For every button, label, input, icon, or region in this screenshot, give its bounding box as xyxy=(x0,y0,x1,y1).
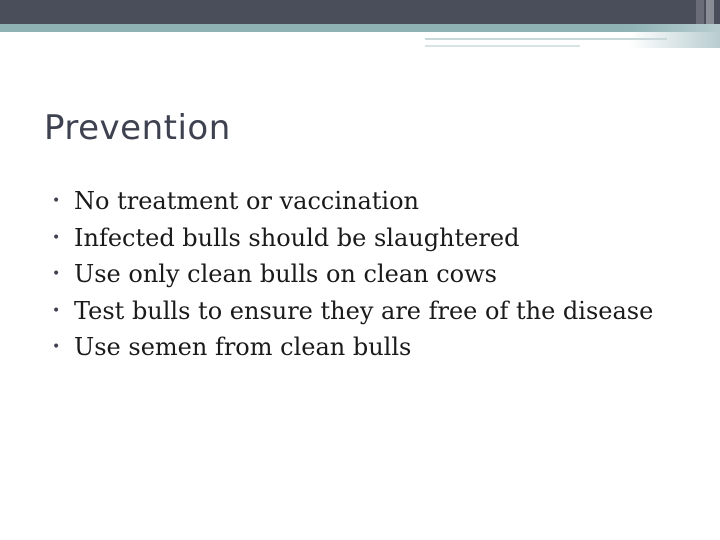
header-band-stripe xyxy=(696,0,704,24)
list-item xyxy=(52,256,702,293)
bullet-icon: • xyxy=(52,339,61,355)
bullet-text: No treatment or vaccination xyxy=(74,187,420,215)
accent-fade xyxy=(630,24,720,48)
header-band xyxy=(0,0,720,24)
accent-thin-bar xyxy=(425,38,667,40)
bullet-text: Test bulls to ensure they are free of the disease xyxy=(74,296,654,325)
list-item xyxy=(52,329,702,366)
bullet-icon: • xyxy=(52,229,61,246)
bullet-text: Use semen from clean bulls xyxy=(74,333,412,361)
list-item xyxy=(52,293,702,330)
header-band-stripe xyxy=(706,0,714,24)
bullet-text: Use only clean bulls on clean cows xyxy=(74,260,497,288)
list-item xyxy=(52,220,702,257)
accent-line xyxy=(0,24,720,32)
accent-thin-bar xyxy=(425,45,580,47)
bullet-text: Infected bulls should be slaughtered xyxy=(74,223,520,252)
bullet-icon: • xyxy=(52,266,61,282)
bullet-icon: • xyxy=(52,193,61,209)
bullet-icon: • xyxy=(52,302,61,319)
list-item xyxy=(52,183,702,220)
slide-title: Prevention xyxy=(44,108,231,148)
bullet-list xyxy=(52,183,702,366)
